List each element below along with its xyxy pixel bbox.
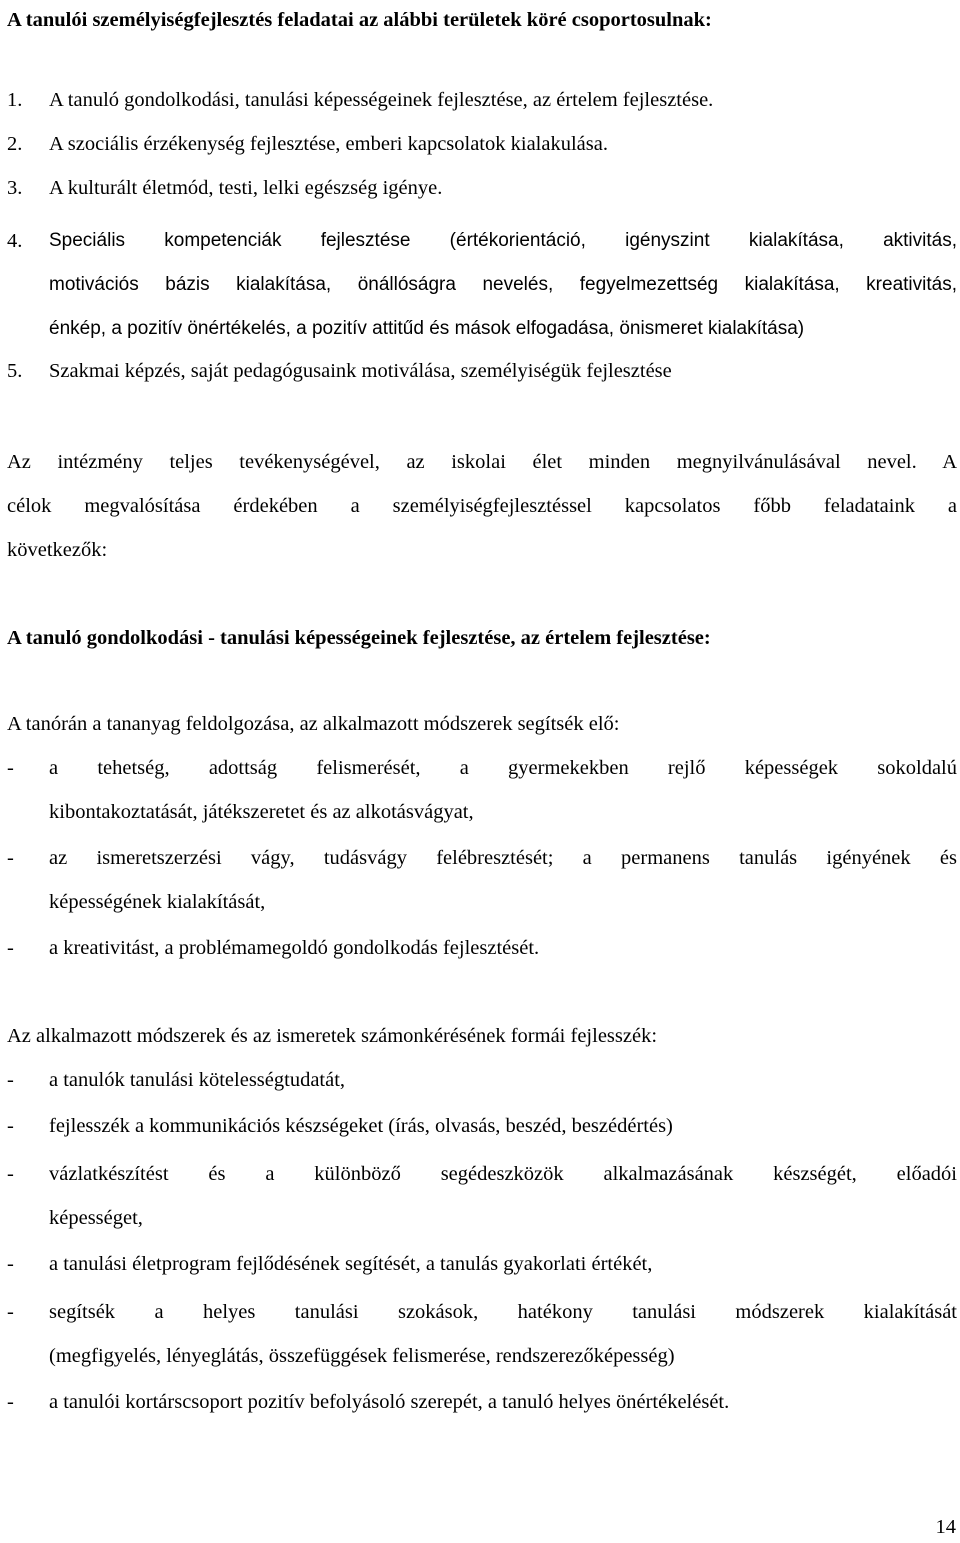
item-text-line: (megfigyelés, lényeglátás, összefüggések felismerése, rendszerezőképesség) <box>49 1345 675 1367</box>
dash-bullet: - <box>7 937 14 959</box>
item-text-line: motivációs bázis kialakítása, önállóságra nevelés, fegyelmezettség kialakítása, kreativitás, <box>49 274 957 295</box>
dash-bullet: - <box>7 1115 14 1137</box>
item-text-line: képességének kialakítását, <box>49 891 266 913</box>
intro-paragraph-line: célok megvalósítása érdekében a személyiségfejlesztéssel kapcsolatos főbb feladataink a <box>7 495 957 517</box>
dash-bullet: - <box>7 847 14 869</box>
item-text-line: fejlesszék a kommunikációs készségeket (írás, olvasás, beszéd, beszédértés) <box>49 1115 673 1137</box>
item-text-line: az ismeretszerzési vágy, tudásvágy felébresztését; a permanens tanulás igényének és <box>49 847 957 869</box>
item-text: Szakmai képzés, saját pedagógusaink motiválása, személyiségük fejlesztése <box>49 360 672 382</box>
item-text-line: énkép, a pozitív önértékelés, a pozitív attitűd és mások elfogadása, önismeret kialakítása) <box>49 318 805 339</box>
section-heading: A tanuló gondolkodási - tanulási képességeinek fejlesztése, az értelem fejlesztése: <box>7 627 711 649</box>
item-number: 5. <box>7 360 23 382</box>
dash-bullet: - <box>7 1391 14 1413</box>
item-number: 1. <box>7 89 23 111</box>
item-text-line: a kreativitást, a problémamegoldó gondolkodás fejlesztését. <box>49 937 540 959</box>
intro-paragraph-line: következők: <box>7 539 108 561</box>
dash-bullet: - <box>7 1163 14 1185</box>
item-text-line: a tehetség, adottság felismerését, a gyermekekben rejlő képességek sokoldalú <box>49 757 957 779</box>
lesson-intro: A tanórán a tananyag feldolgozása, az alkalmazott módszerek segítsék elő: <box>7 713 620 735</box>
dash-bullet: - <box>7 1301 14 1323</box>
item-text: A szociális érzékenység fejlesztése, emberi kapcsolatok kialakulása. <box>49 133 608 155</box>
page-number: 14 <box>935 1516 956 1538</box>
item-text-line: képességet, <box>49 1207 143 1229</box>
item-text-line: Speciális kompetenciák fejlesztése (értékorientáció, igényszint kialakítása, aktivitás, <box>49 230 957 251</box>
item-text: A kulturált életmód, testi, lelki egészség igénye. <box>49 177 443 199</box>
item-text: A tanuló gondolkodási, tanulási képességeinek fejlesztése, az értelem fejlesztése. <box>49 89 714 111</box>
item-text-line: segítsék a helyes tanulási szokások, hatékony tanulási módszerek kialakítását <box>49 1301 957 1323</box>
item-text-line: a tanulási életprogram fejlődésének segítését, a tanulás gyakorlati értékét, <box>49 1253 653 1275</box>
item-number: 3. <box>7 177 23 199</box>
item-text-line: a tanulói kortárscsoport pozitív befolyásoló szerepét, a tanuló helyes önértékelését. <box>49 1391 730 1413</box>
dash-bullet: - <box>7 1069 14 1091</box>
methods-intro: Az alkalmazott módszerek és az ismeretek számonkérésének formái fejlesszék: <box>7 1025 658 1047</box>
item-text-line: a tanulók tanulási kötelességtudatát, <box>49 1069 346 1091</box>
item-number: 4. <box>7 230 23 252</box>
item-number: 2. <box>7 133 23 155</box>
item-text-line: vázlatkészítést és a különböző segédeszközök alkalmazásának készségét, előadói <box>49 1163 957 1185</box>
page-heading: A tanulói személyiségfejlesztés feladatai az alábbi területek köré csoportosulnak: <box>7 9 712 31</box>
dash-bullet: - <box>7 757 14 779</box>
intro-paragraph-line: Az intézmény teljes tevékenységével, az iskolai élet minden megnyilvánulásával nevel. A <box>7 451 957 473</box>
dash-bullet: - <box>7 1253 14 1275</box>
item-text-line: kibontakoztatását, játékszeretet és az alkotásvágyat, <box>49 801 474 823</box>
